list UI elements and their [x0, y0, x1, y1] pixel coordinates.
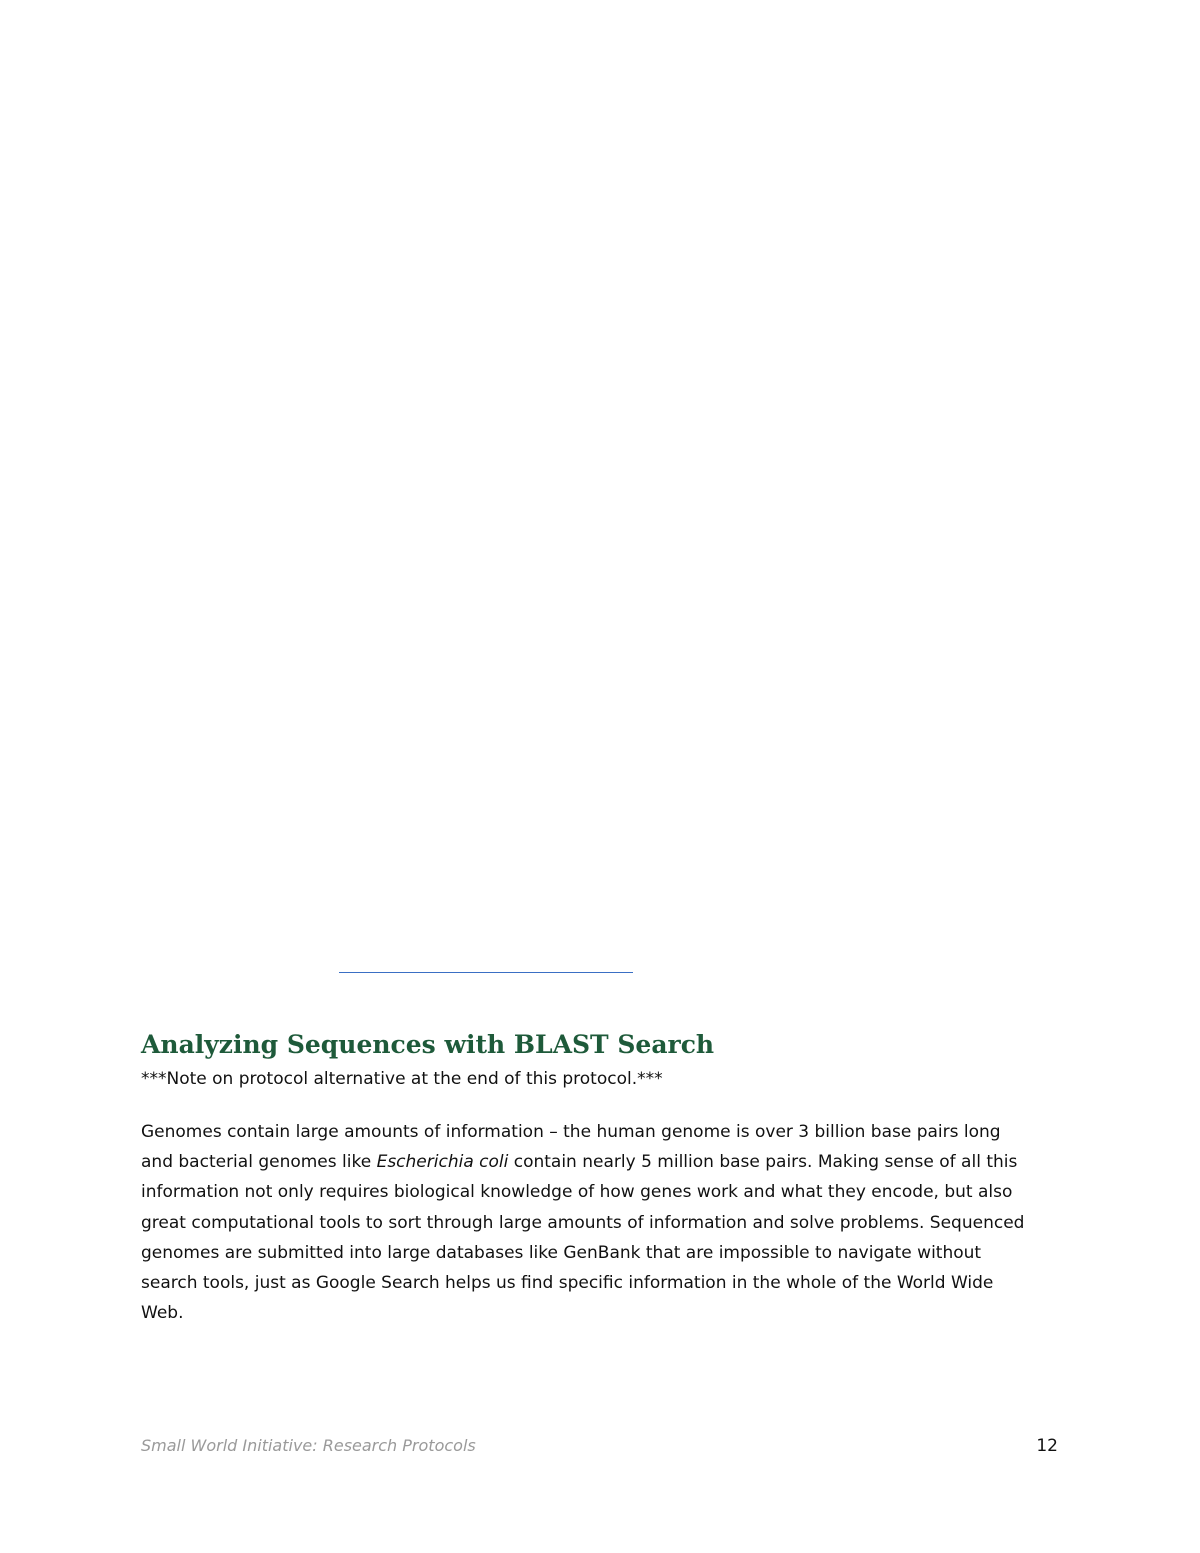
section-title: Analyzing Sequences with BLAST Search: [141, 1030, 715, 1059]
body-text-segment: and bacterial genomes like: [141, 1152, 377, 1173]
body-line: great computational tools to sort through large amounts of information and solve problems. Sequenced: [141, 1212, 1025, 1233]
body-line: Web.: [141, 1303, 184, 1324]
footer-source: Small World Initiative: Research Protocols: [141, 1436, 476, 1455]
body-line: genomes are submitted into large databases like GenBank that are impossible to navigate without: [141, 1242, 982, 1263]
species-name: Escherichia coli: [376, 1152, 509, 1173]
protocol-note: ***Note on protocol alternative at the end of this protocol.***: [141, 1069, 663, 1089]
body-line: [141, 1147, 1061, 1177]
link-underline: [339, 972, 633, 973]
page-number: 12: [1036, 1436, 1058, 1456]
body-paragraph: [141, 1117, 1061, 1328]
body-line: information not only requires biological knowledge of how genes work and what they encode, but also: [141, 1182, 1013, 1203]
body-text-segment: contain nearly 5 million base pairs. Making sense of all this: [508, 1152, 1018, 1173]
body-line: Genomes contain large amounts of information – the human genome is over 3 billion base pairs long: [141, 1122, 1001, 1142]
body-line: search tools, just as Google Search helps us find specific information in the whole of the World Wide: [141, 1273, 994, 1294]
